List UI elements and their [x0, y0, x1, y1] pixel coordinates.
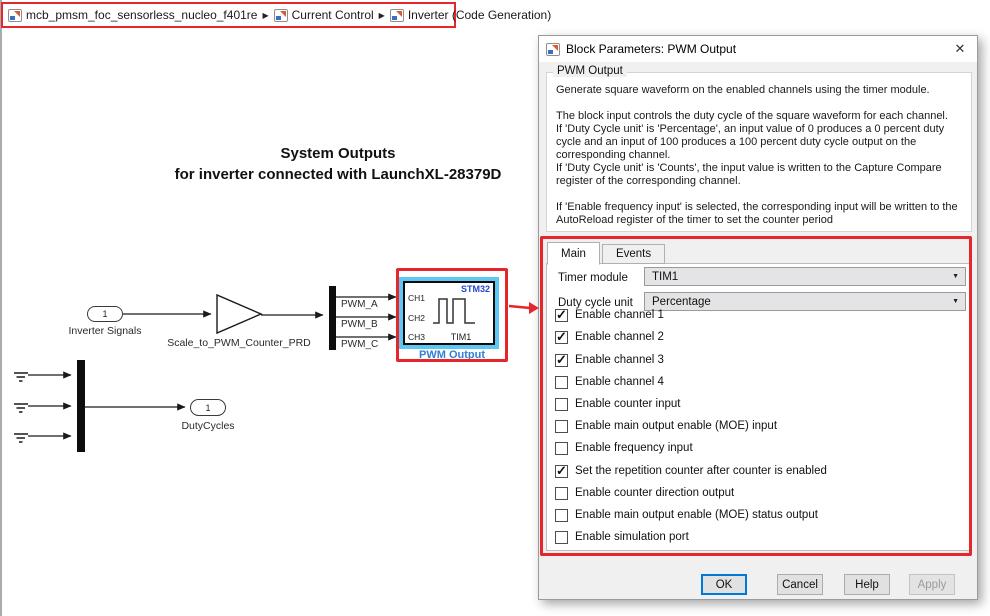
checkbox-label: Enable counter direction output — [575, 487, 735, 499]
checkbox-label: Enable channel 4 — [575, 376, 664, 388]
checkbox-enable-simulation-port[interactable] — [555, 529, 689, 545]
port-ch3: CH3 — [408, 332, 426, 342]
chevron-down-icon: ▼ — [952, 273, 959, 280]
checkbox-enable-moe-status-output[interactable] — [555, 507, 818, 523]
timer-module-value: TIM1 — [652, 270, 679, 283]
check-icon: ✓ — [556, 462, 567, 478]
checkbox-set-repetition-counter[interactable] — [555, 463, 827, 479]
ground-icon[interactable] — [14, 373, 28, 381]
description-groupbox — [546, 65, 972, 232]
checkbox-label: Set the repetition counter after counter is enabled — [575, 465, 827, 477]
checkbox-label: Enable frequency input — [575, 442, 693, 454]
checkbox-enable-channel-4[interactable] — [555, 374, 664, 390]
parameters-pane — [546, 263, 972, 551]
checkbox-enable-frequency-input[interactable] — [555, 440, 693, 456]
signal-label-pwm-a: PWM_A — [341, 299, 378, 310]
tab-events[interactable]: Events — [602, 244, 665, 264]
checkbox-enable-channel-1[interactable] — [555, 307, 664, 323]
description-line: If 'Duty Cycle unit' is 'Percentage', an input value of 0 produces a 0 percent duty cycle and an input of 100 produces a 100 percent duty cycle output on the corresponding channel. — [556, 123, 945, 161]
annotation-line-2: for inverter connected with LaunchXL-28379D — [174, 166, 502, 183]
apply-button[interactable]: Apply — [909, 574, 955, 595]
checkbox-label: Enable simulation port — [575, 531, 689, 543]
help-button[interactable]: Help — [844, 574, 890, 595]
checkbox[interactable] — [555, 306, 568, 322]
checkbox-label: Enable counter input — [575, 398, 681, 410]
duty-cycle-unit-label: Duty cycle unit — [558, 297, 633, 309]
dialog-title: Block Parameters: PWM Output — [566, 42, 737, 56]
port-ch2: CH2 — [408, 313, 426, 323]
chevron-right-icon: ▶ — [262, 10, 269, 20]
outport-number: 1 — [205, 402, 211, 413]
checkbox[interactable] — [555, 376, 568, 389]
port-ch1: CH1 — [408, 293, 426, 303]
description-line: If 'Duty Cycle unit' is 'Counts', the input value is written to the Capture Compare register of the corresponding channel. — [556, 162, 942, 187]
checkbox[interactable] — [555, 398, 568, 411]
ok-button[interactable]: OK — [701, 574, 747, 595]
check-icon: ✓ — [556, 351, 567, 367]
signal-label-pwm-c: PWM_C — [341, 339, 379, 350]
checkbox[interactable] — [555, 531, 568, 544]
check-icon: ✓ — [556, 328, 567, 344]
checkbox[interactable] — [555, 442, 568, 455]
checkbox[interactable] — [555, 509, 568, 522]
chevron-right-icon: ▶ — [378, 10, 385, 20]
checkbox-enable-moe-input[interactable] — [555, 418, 777, 434]
description-line — [556, 97, 962, 110]
checkbox-enable-channel-3[interactable] — [555, 352, 664, 368]
dialog-titlebar[interactable] — [539, 36, 977, 62]
checkbox[interactable] — [555, 462, 568, 478]
breadcrumb-label: Inverter (Code Generation) — [407, 8, 552, 22]
checkbox[interactable] — [555, 420, 568, 433]
mux-bar[interactable] — [77, 360, 85, 452]
checkbox-enable-counter-input[interactable] — [555, 396, 681, 412]
gain-block[interactable] — [217, 295, 261, 333]
outport-label: DutyCycles — [181, 420, 235, 432]
inport-label: Inverter Signals — [68, 325, 142, 337]
tab-main[interactable]: Main — [547, 242, 600, 265]
check-icon: ✓ — [556, 306, 567, 322]
timer-module-label: Timer module — [558, 272, 628, 284]
ground-icon[interactable] — [14, 434, 28, 442]
checkbox[interactable] — [555, 328, 568, 344]
gain-label: Scale_to_PWM_Counter_PRD — [167, 337, 311, 349]
timer-label: TIM1 — [450, 332, 472, 342]
block-parameters-dialog — [538, 35, 978, 600]
stm32-vendor-label: STM32 — [460, 284, 490, 294]
checkbox-label: Enable channel 1 — [575, 309, 664, 321]
annotation-line-1: System Outputs — [280, 145, 396, 162]
ground-icon[interactable] — [14, 404, 28, 412]
duty-cycle-unit-select[interactable] — [644, 292, 966, 311]
duty-cycle-unit-value: Percentage — [652, 295, 711, 308]
checkbox-enable-counter-direction-output[interactable] — [555, 485, 734, 501]
groupbox-title: PWM Output — [553, 65, 627, 77]
checkbox-label: Enable main output enable (MOE) status output — [575, 509, 818, 521]
timer-module-select[interactable] — [644, 267, 966, 286]
checkbox[interactable] — [555, 351, 568, 367]
chevron-down-icon: ▼ — [952, 298, 959, 305]
close-icon[interactable]: ✕ — [943, 36, 977, 62]
checkbox-label: Enable channel 3 — [575, 354, 664, 366]
inport-number: 1 — [102, 309, 108, 319]
breadcrumb-label: Current Control — [291, 8, 374, 22]
description-line: The block input controls the duty cycle of the square waveform for each channel. — [556, 110, 948, 122]
demux-bar[interactable] — [329, 286, 336, 350]
description-line: Generate square waveform on the enabled channels using the timer module. — [556, 84, 930, 96]
pwm-block-name: PWM Output — [419, 349, 485, 361]
block-description — [547, 73, 971, 227]
breadcrumb-label: mcb_pmsm_foc_sensorless_nucleo_f401re — [26, 8, 258, 22]
description-line: If 'Enable frequency input' is selected, the corresponding input will be written to the AutoReload register of the timer to set the counter period — [556, 201, 958, 226]
dialog-icon — [546, 43, 560, 56]
checkbox-enable-channel-2[interactable] — [555, 329, 664, 345]
cancel-button[interactable]: Cancel — [777, 574, 823, 595]
parameter-tabs — [547, 242, 667, 264]
checkbox-label: Enable channel 2 — [575, 331, 664, 343]
checkbox[interactable] — [555, 487, 568, 500]
description-line — [556, 188, 962, 201]
checkbox-label: Enable main output enable (MOE) input — [575, 420, 778, 432]
signal-label-pwm-b: PWM_B — [341, 319, 378, 330]
